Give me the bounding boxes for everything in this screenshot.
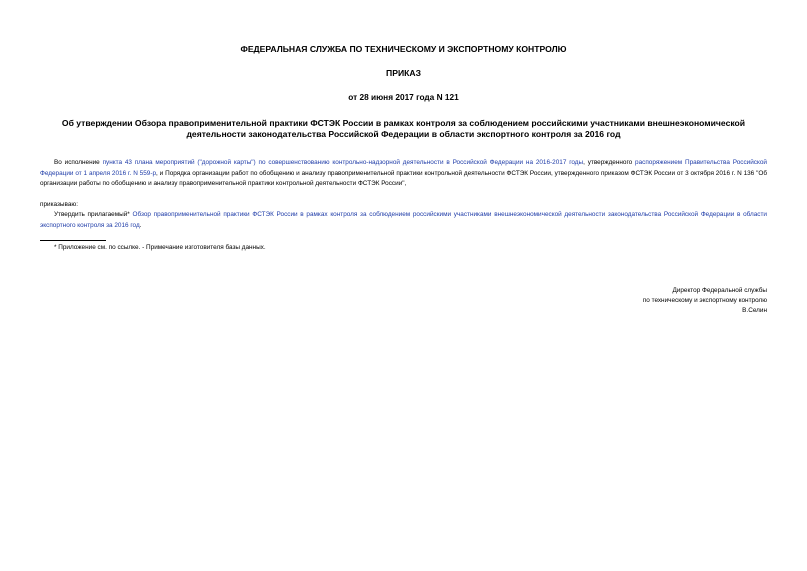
signature-title-line2: по техническому и экспортному контролю bbox=[642, 297, 767, 304]
signature-name: В.Селин bbox=[742, 307, 767, 314]
footnote-divider bbox=[40, 240, 106, 241]
review-link[interactable]: Обзор правоприменительной практики ФСТЭК России в рамках контроля за соблюдением российскими участниками внешнеэкономической деятельности законодательства Российской Федерации в области экспортного контроля за 2016 год bbox=[40, 211, 767, 229]
preamble-text-c: , и Порядка организации работ по обобщению и анализу правоприменительной практики контрольной деятельности ФСТЭК России, утвержденного приказом ФСТЭК России от 3 октября 2016 г. N 136 "Об организации работы по обобщению и анализу правоприменительной практики контрольной деятельности ФСТЭК России", bbox=[40, 169, 767, 187]
preamble-text-a: Во исполнение bbox=[54, 159, 103, 166]
agency-heading: ФЕДЕРАЛЬНАЯ СЛУЖБА ПО ТЕХНИЧЕСКОМУ И ЭКСПОРТНОМУ КОНТРОЛЮ bbox=[240, 44, 567, 54]
preamble-paragraph bbox=[40, 158, 767, 190]
approval-paragraph bbox=[40, 210, 767, 231]
approval-text-b: . bbox=[139, 221, 142, 229]
signature-title-line1: Директор Федеральной службы bbox=[672, 287, 767, 294]
preamble-text-b: , утвержденного bbox=[583, 159, 636, 166]
document-date-number: от 28 июня 2017 года N 121 bbox=[348, 92, 459, 102]
order-word: приказываю: bbox=[40, 201, 78, 208]
document-title: Об утверждении Обзора правоприменительной практики ФСТЭК России в рамках контроля за соблюдением российскими участниками внешнеэкономической деятельности законодательства Российской Федерации в области экспортного контроля за 2016 год bbox=[61, 118, 746, 139]
approval-text-a: Утвердить прилагаемый* bbox=[54, 211, 133, 218]
footnote: * Приложение см. по ссылке. - Примечание изготовителя базы данных. bbox=[54, 244, 266, 251]
plan-link[interactable]: пункта 43 плана мероприятий ("дорожной карты") по совершенствованию контрольно-надзорной деятельности в Российской Федерации на 2016-2017 годы bbox=[102, 159, 584, 166]
document-type: ПРИКАЗ bbox=[386, 68, 421, 78]
government-order-link[interactable]: распоряжением Правительства Российской Федерации от 1 апреля 2016 г. N 559-р bbox=[40, 159, 767, 177]
